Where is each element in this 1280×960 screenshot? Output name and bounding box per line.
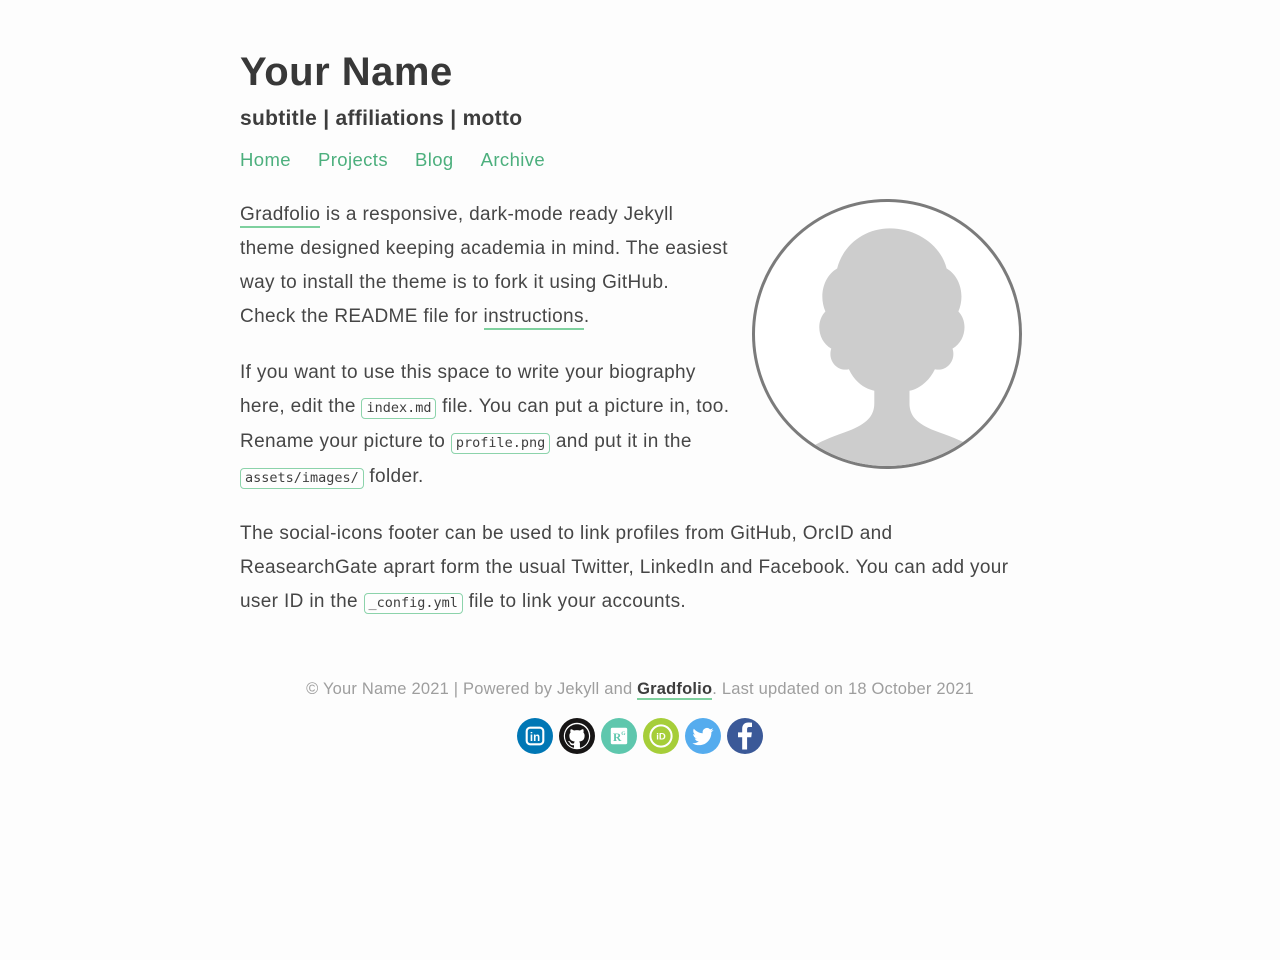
github-icon[interactable] [559,718,595,754]
orcid-icon[interactable] [643,718,679,754]
profile-avatar [752,199,1022,469]
paragraph-text: file to link your accounts. [462,591,687,612]
nav-item-archive[interactable]: Archive [480,149,546,170]
page-subtitle: subtitle | affiliations | motto [240,107,523,130]
paragraph-text: . [583,306,590,327]
paragraph-text: folder. [363,466,424,487]
footer-text: © Your Name 2021 | Powered by Jekyll and [306,680,638,698]
bio-section [240,198,1022,642]
paragraph-social [240,517,1022,620]
footer-gradfolio-link[interactable]: Gradfolio [637,680,713,698]
paragraph-text: file. You can put a picture in, too. Rename your picture to [240,396,730,452]
paragraph-text: and put it in the [550,431,692,452]
site-header [240,52,1022,171]
assets-images-code: assets/images/ [240,468,364,489]
avatar-silhouette-icon [755,202,1019,466]
nav-item-blog[interactable]: Blog [414,149,454,170]
index-md-code: index.md [361,398,436,419]
svg-text:in: in [529,731,541,744]
paragraph-text: If you want to use this space to write your biography here, edit the [240,362,696,417]
svg-text:R: R [613,732,622,744]
profile-png-code: profile.png [451,433,550,454]
svg-text:G: G [621,731,626,737]
researchgate-icon[interactable] [601,718,637,754]
copyright-line [0,680,1280,699]
gradfolio-link[interactable]: Gradfolio [240,204,320,228]
nav-item-home[interactable]: Home [240,149,291,170]
svg-text:iD: iD [656,731,666,743]
main-nav [240,149,1022,171]
social-icons-row [0,718,1280,754]
page-container [240,0,1022,642]
paragraph-text: is a responsive, dark-mode ready Jekyll theme designed keeping academia in mind. The easiest way to install the theme is to fork it using GitHub. Check the README file for [240,204,728,327]
twitter-icon[interactable] [685,718,721,754]
linkedin-icon[interactable] [517,718,553,754]
instructions-link[interactable]: instructions [484,306,584,330]
nav-item-projects[interactable]: Projects [317,149,388,170]
site-footer [0,680,1280,754]
facebook-icon[interactable] [727,718,763,754]
page-title: Your Name [240,50,453,94]
footer-text: . Last updated on 18 October 2021 [712,680,974,698]
paragraph-text: The social-icons footer can be used to link profiles from GitHub, OrcID and ReasearchGate aprart form the usual Twitter, LinkedIn and Facebook. You can add your user ID in the [240,523,1009,612]
config-yml-code: _config.yml [364,593,463,614]
